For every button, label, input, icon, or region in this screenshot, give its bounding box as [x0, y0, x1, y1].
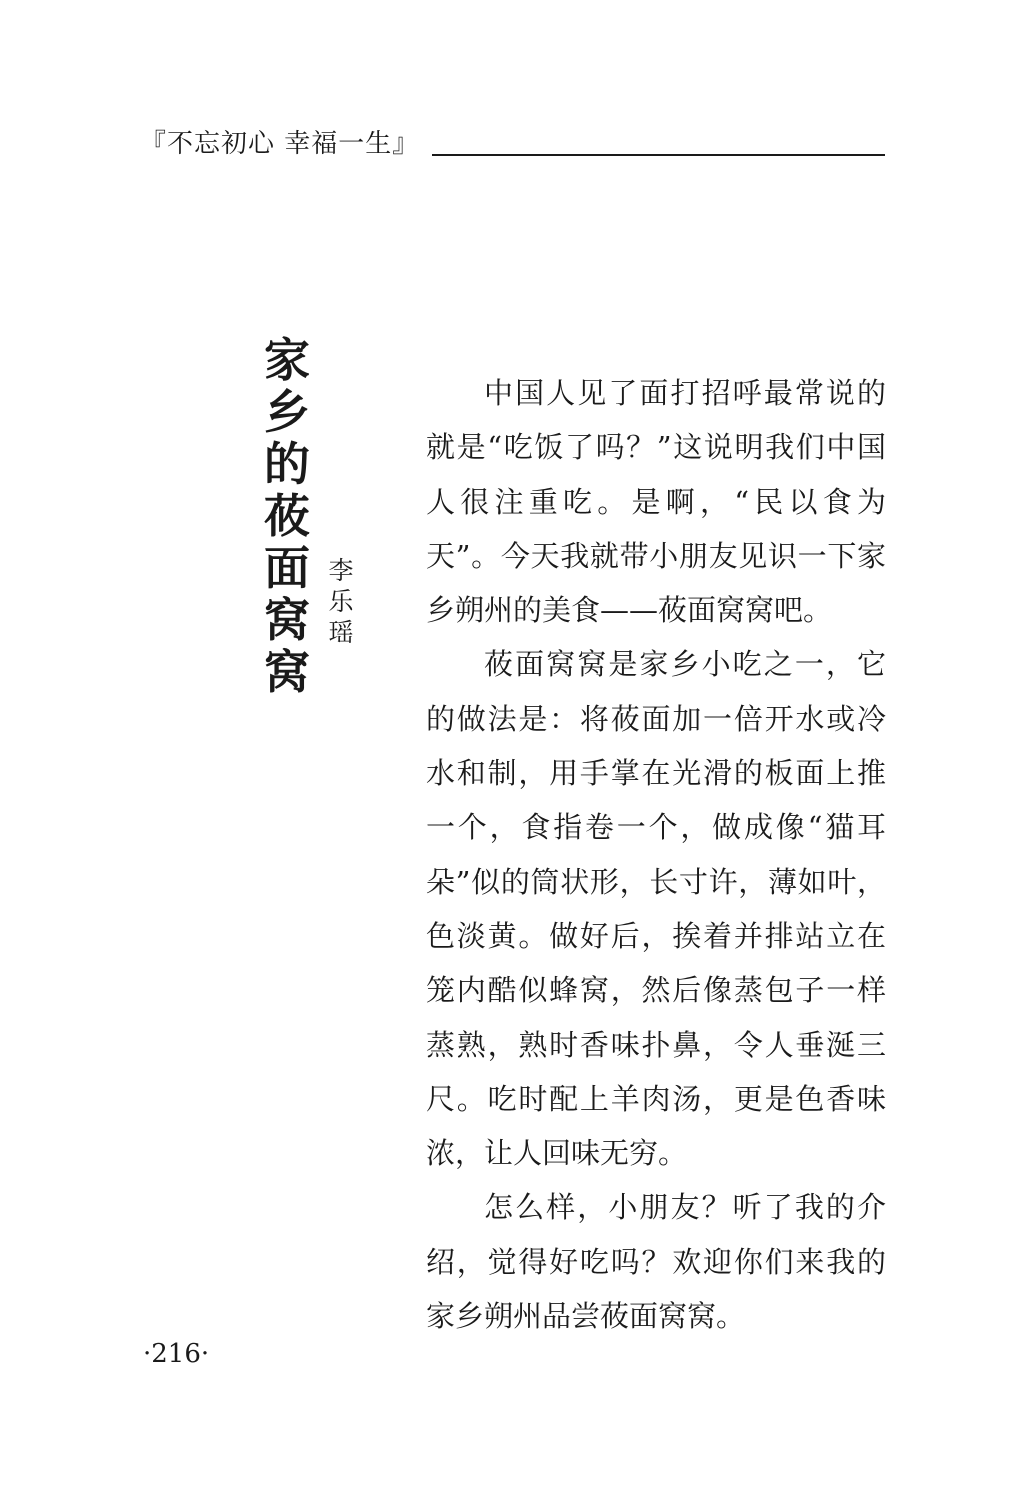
- article-title: 家乡的莜面窝窝: [264, 333, 310, 699]
- paragraph: 莜面窝窝是家乡小吃之一，它的做法是：将莜面加一倍开水或冷水和制，用手掌在光滑的板面上推一个，食指卷一个，做成像“猫耳朵”似的筒状形，长寸许，薄如叶，色淡黄。做好后，挨着并排站立在笼内酷似蜂窝，然后像蒸包子一样蒸熟，熟时香味扑鼻，令人垂涎三尺。吃时配上羊肉汤，更是色香味浓，让人回味无穷。: [426, 647, 886, 1171]
- article-body: [426, 366, 886, 1343]
- paragraph: 怎么样，小朋友？听了我的介绍，觉得好吃吗？欢迎你们来我的家乡朔州品尝莜面窝窝。: [426, 1190, 886, 1334]
- article-author: 李乐瑶: [328, 556, 354, 647]
- paragraph: 中国人见了面打招呼最常说的就是“吃饭了吗？”这说明我们中国人很注重吃。是啊，“民以食为天”。今天我就带小朋友见识一下家乡朔州的美食——莜面窝窝吧。: [426, 376, 886, 628]
- running-header-title: 『不忘初心 幸福一生』: [140, 129, 420, 159]
- running-header: [140, 128, 885, 162]
- header-rule: [432, 154, 885, 156]
- page-number: ·216·: [143, 1339, 210, 1369]
